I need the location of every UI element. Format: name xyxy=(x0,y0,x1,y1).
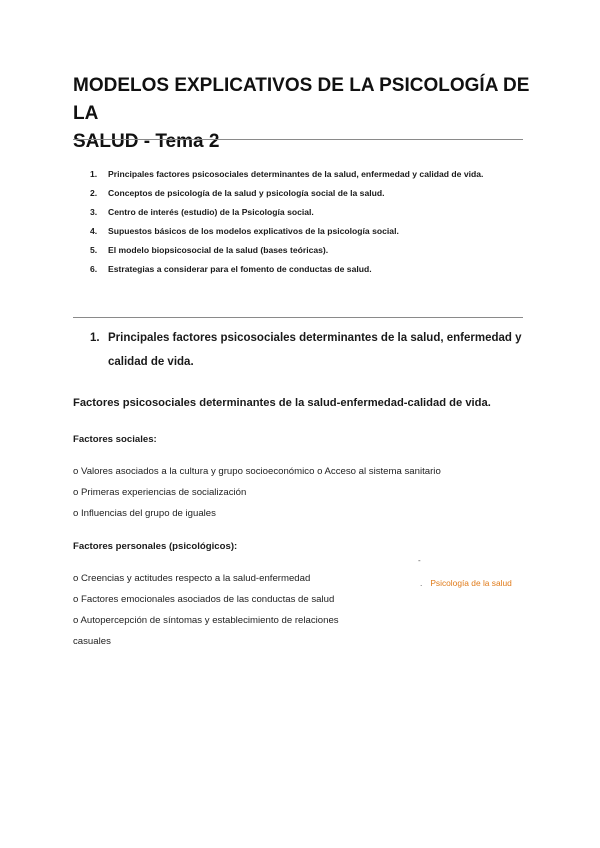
table-of-contents xyxy=(90,165,483,279)
list-item: o Valores asociados a la cultura y grupo socioeconómico o Acceso al sistema sanitario xyxy=(73,466,441,477)
sidebar-link-label: Psicología de la salud xyxy=(430,578,512,588)
list-item: o Factores emocionales asociados de las conductas de salud xyxy=(73,594,335,605)
personal-factors-label: Factores personales (psicológicos): xyxy=(73,541,238,552)
section-number: 1. xyxy=(90,332,100,344)
social-factors-label: Factores sociales: xyxy=(73,434,157,445)
sidebar-bullet: . xyxy=(420,578,423,588)
toc-item: 6. Estrategias a considerar para el fomento de conductas de salud. xyxy=(90,264,372,274)
list-item: o Primeras experiencias de socialización xyxy=(73,487,247,498)
title-divider xyxy=(73,139,523,140)
title-line-2: SALUD - Tema 2 xyxy=(73,131,220,152)
title-line-1: MODELOS EXPLICATIVOS DE LA PSICOLOGÍA DE LA xyxy=(73,75,530,124)
list-item: o Creencias y actitudes respecto a la salud-enfermedad xyxy=(73,573,311,584)
section-heading-line-1: Principales factores psicosociales determinantes de la salud, enfermedad y xyxy=(108,332,522,344)
sidebar-link[interactable] xyxy=(420,578,512,588)
list-item: casuales xyxy=(73,636,111,647)
toc-divider xyxy=(73,317,523,318)
sidebar-dash: - xyxy=(418,556,421,565)
toc-item: 1. Principales factores psicosociales determinantes de la salud, enfermedad y calidad de vida. xyxy=(90,169,484,179)
document-title xyxy=(73,72,543,156)
section-heading xyxy=(90,326,530,374)
section-subheading: Factores psicosociales determinantes de la salud-enfermedad-calidad de vida. xyxy=(73,397,491,409)
toc-item: 4. Supuestos básicos de los modelos explicativos de la psicología social. xyxy=(90,226,399,236)
section-heading-line-2: calidad de vida. xyxy=(108,356,194,368)
list-item: o Autopercepción de síntomas y establecimiento de relaciones xyxy=(73,615,339,626)
list-item: o Influencias del grupo de iguales xyxy=(73,508,216,519)
toc-item: 3. Centro de interés (estudio) de la Psicología social. xyxy=(90,207,314,217)
toc-item: 5. El modelo biopsicosocial de la salud (bases teóricas). xyxy=(90,245,329,255)
toc-item: 2. Conceptos de psicología de la salud y psicología social de la salud. xyxy=(90,188,385,198)
